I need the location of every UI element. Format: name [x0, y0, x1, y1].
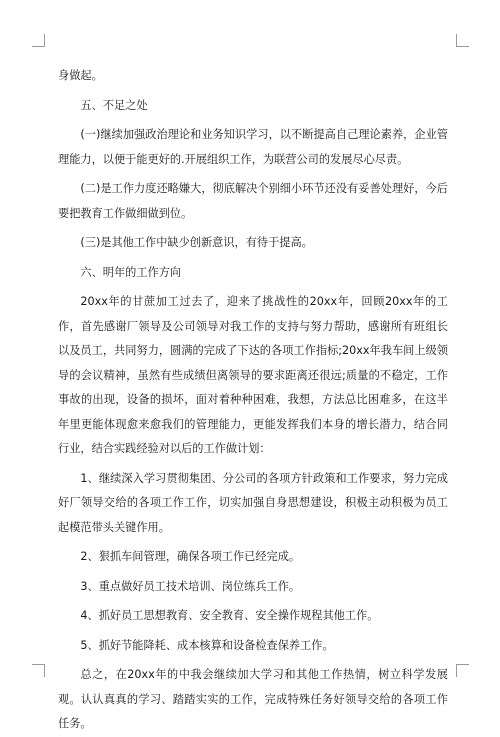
- paragraph-review: 20xx年的甘蔗加工过去了，迎来了挑战性的20xx年，回顾20xx年的工作，首先感谢厂领导及公司领导对我工作的支持与努力帮助，感谢所有班组长以及员工，共同努力，圆满的完成了下达的各项工作指标;20xx年我车间上级领导的会议精神，虽然有些成绩但离领导的要求距离还很远;质量的不稳定，工作事故的出现，设备的损坏，面对着种种困难，我想，方法总比困难多，在这半年里更能体现愈来愈我们的管理能力，更能发挥我们本身的增长潜力，结合同行业，结合实践经验对以后的工作做计划：: [58, 295, 448, 455]
- crop-mark-top-left: [32, 34, 45, 47]
- paragraph-shortcoming-1: (一)继续加强政治理论和业务知识学习，以不断提高自己理论素养，企业管理能力，以便于能更好的.开展组织工作，为联营公司的发展尽心尽责。: [58, 128, 448, 166]
- plan-item-2: 2、狠抓车间管理，确保各项工作已经完成。: [80, 550, 301, 563]
- plan-item-1: 1、继续深入学习贯彻集团、分公司的各项方针政策和工作要求，努力完成好厂领导交给的各项工作工作，切实加强自身思想建设，积极主动积极为员工起模范带头关键作用。: [58, 471, 448, 534]
- crop-mark-bottom-left: [32, 664, 45, 677]
- plan-item-3: 3、重点做好员工技术培训、岗位练兵工作。: [80, 579, 301, 593]
- crop-mark-top-right: [456, 34, 469, 47]
- crop-mark-bottom-right: [456, 664, 469, 677]
- document-body: [58, 64, 448, 737]
- section-heading-shortcomings: 五、不足之处: [80, 98, 148, 112]
- section-heading-next-year: 六、明年的工作方向: [80, 265, 182, 279]
- paragraph-conclusion: 总之，在20xx年的中我会继续加大学习和其他工作热情，树立科学发展观。认认真真的学习、踏踏实实的工作，完成特殊任务好领导交给的各项工作任务。: [58, 668, 448, 730]
- paragraph-shortcoming-3: (三)是其他工作中缺少创新意识，有待于提高。: [80, 236, 313, 249]
- paragraph-shortcoming-2: (二)是工作力度还略嫌大，彻底解决个别细小环节还没有妥善处理好，今后要把教育工作做细做到位。: [58, 182, 448, 220]
- plan-item-4: 4、抓好员工思想教育、安全教育、安全操作规程其他工作。: [80, 609, 379, 622]
- paragraph-continuation: 身做起。: [58, 69, 103, 82]
- plan-item-5: 5、抓好节能降耗、成本核算和设备检查保养工作。: [80, 638, 334, 652]
